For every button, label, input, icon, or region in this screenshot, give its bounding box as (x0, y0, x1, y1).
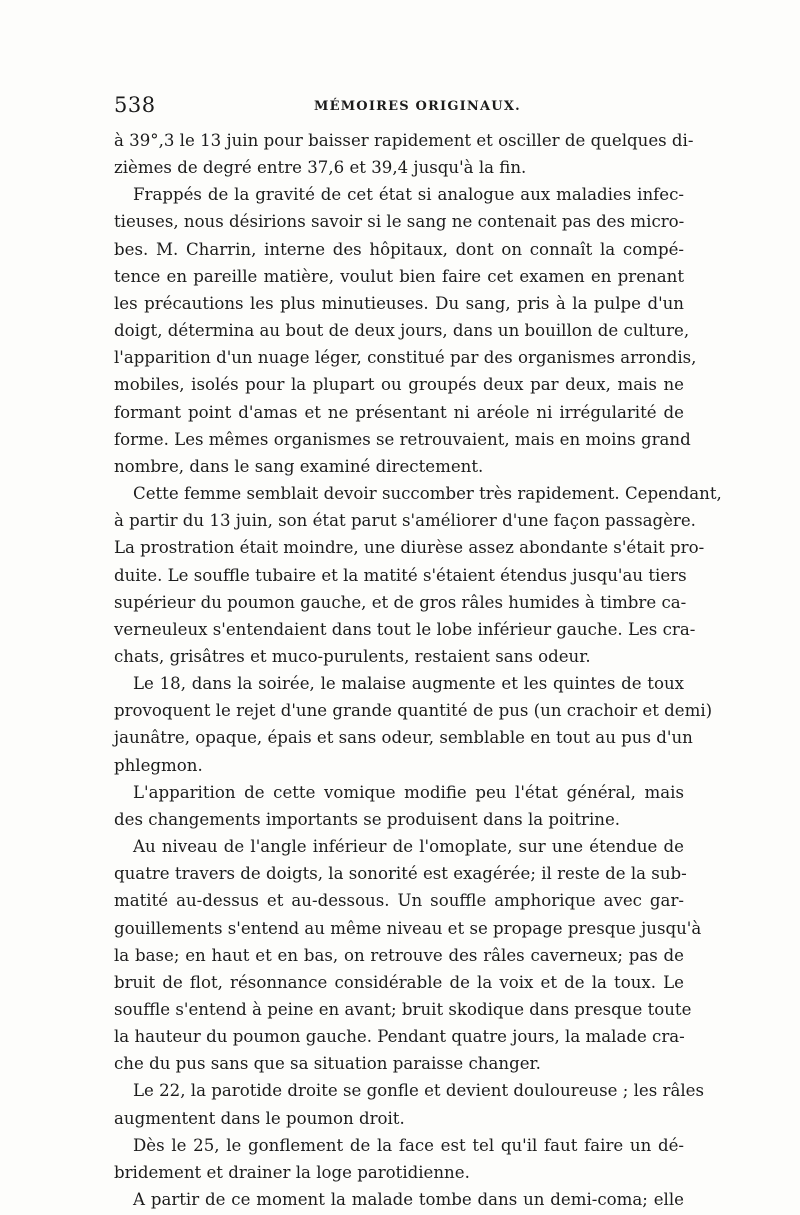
text-line: bruit de flot, résonnance considérable de la voix et de la toux. Le (114, 972, 684, 992)
text-line: Le 22, la parotide droite se gonfle et devient douloureuse ; les râles (133, 1081, 704, 1101)
text-line: tieuses, nous désirions savoir si le sang ne contenait pas des micro- (114, 212, 685, 232)
text-line: A partir de ce moment la malade tombe dans un demi-coma; elle (133, 1190, 684, 1210)
text-line: matité au-dessus et au-dessous. Un souffle amphorique avec gar- (114, 891, 684, 911)
text-line: bridement et drainer la loge parotidienne. (114, 1162, 470, 1182)
text-line: verneuleux s'entendaient dans tout le lobe inférieur gauche. Les cra- (114, 619, 696, 639)
text-line: à 39°,3 le 13 juin pour baisser rapidement et osciller de quelques di- (114, 131, 694, 150)
text-line: des changements importants se produisent dans la poitrine. (114, 809, 621, 829)
text-line: forme. Les mêmes organismes se retrouvaient, mais en moins grand (114, 429, 691, 449)
text-line: che du pus sans que sa situation paraisse changer. (114, 1054, 541, 1074)
text-line: Frappés de la gravité de cet état si analogue aux maladies infec- (133, 185, 684, 205)
text-line: Au niveau de l'angle inférieur de l'omoplate, sur une étendue de (133, 837, 684, 857)
text-line: chats, grisâtres et muco-purulents, restaient sans odeur. (114, 646, 591, 666)
text-line: à partir du 13 juin, son état parut s'améliorer d'une façon passagère. (114, 511, 696, 531)
text-line: formant point d'amas et ne présentant ni aréole ni irrégularité de (114, 402, 684, 422)
text-line: Dès le 25, le gonflement de la face est tel qu'il faut faire un dé- (133, 1135, 684, 1155)
text-line: Cette femme semblait devoir succomber très rapidement. Cependant, (133, 484, 722, 504)
text-line: jaunâtre, opaque, épais et sans odeur, semblable en tout au pus d'un (114, 728, 693, 748)
text-line: l'apparition d'un nuage léger, constitué par des organismes arrondis, (114, 348, 697, 368)
text-line: tence en pareille matière, voulut bien faire cet examen en prenant (114, 266, 684, 286)
text-line: phlegmon. (114, 755, 203, 775)
text-line: La prostration était moindre, une diurèse assez abondante s'était pro- (114, 538, 705, 558)
page-header (114, 93, 684, 123)
text-line: doigt, détermina au bout de deux jours, dans un bouillon de culture, (114, 321, 690, 341)
text-line: mobiles, isolés pour la plupart ou groupés deux par deux, mais ne (114, 375, 684, 395)
text-line: les précautions les plus minutieuses. Du sang, pris à la pulpe d'un (114, 293, 684, 313)
body-text (114, 127, 722, 1213)
text-line: quatre travers de doigts, la sonorité est exagérée; il reste de la sub- (114, 864, 687, 884)
text-line: L'apparition de cette vomique modifie peu l'état général, mais (133, 782, 684, 802)
text-line: gouillements s'entend au même niveau et se propage presque jusqu'à (114, 918, 702, 938)
text-line: bes. M. Charrin, interne des hôpitaux, dont on connaît la compé- (114, 239, 684, 259)
text-line: zièmes de degré entre 37,6 et 39,4 jusqu'à la fin. (114, 158, 527, 178)
text-line: la base; en haut et en bas, on retrouve des râles caverneux; pas de (114, 945, 684, 965)
text-line: nombre, dans le sang examiné directement. (114, 456, 484, 476)
text-line: provoquent le rejet d'une grande quantité de pus (un crachoir et demi) (114, 701, 713, 721)
text-line: augmentent dans le poumon droit. (114, 1108, 405, 1128)
text-line: supérieur du poumon gauche, et de gros râles humides à timbre ca- (114, 592, 687, 612)
text-line: la hauteur du poumon gauche. Pendant quatre jours, la malade cra- (114, 1027, 685, 1047)
text-line: duite. Le souffle tubaire et la matité s'étaient étendus jusqu'au tiers (114, 565, 687, 585)
page-number: 538 (114, 93, 156, 117)
text-line: souffle s'entend à peine en avant; bruit skodique dans presque toute (114, 1000, 692, 1019)
running-title: MÉMOIRES ORIGINAUX. (314, 99, 521, 114)
text-line: Le 18, dans la soirée, le malaise augmente et les quintes de toux (133, 674, 684, 694)
